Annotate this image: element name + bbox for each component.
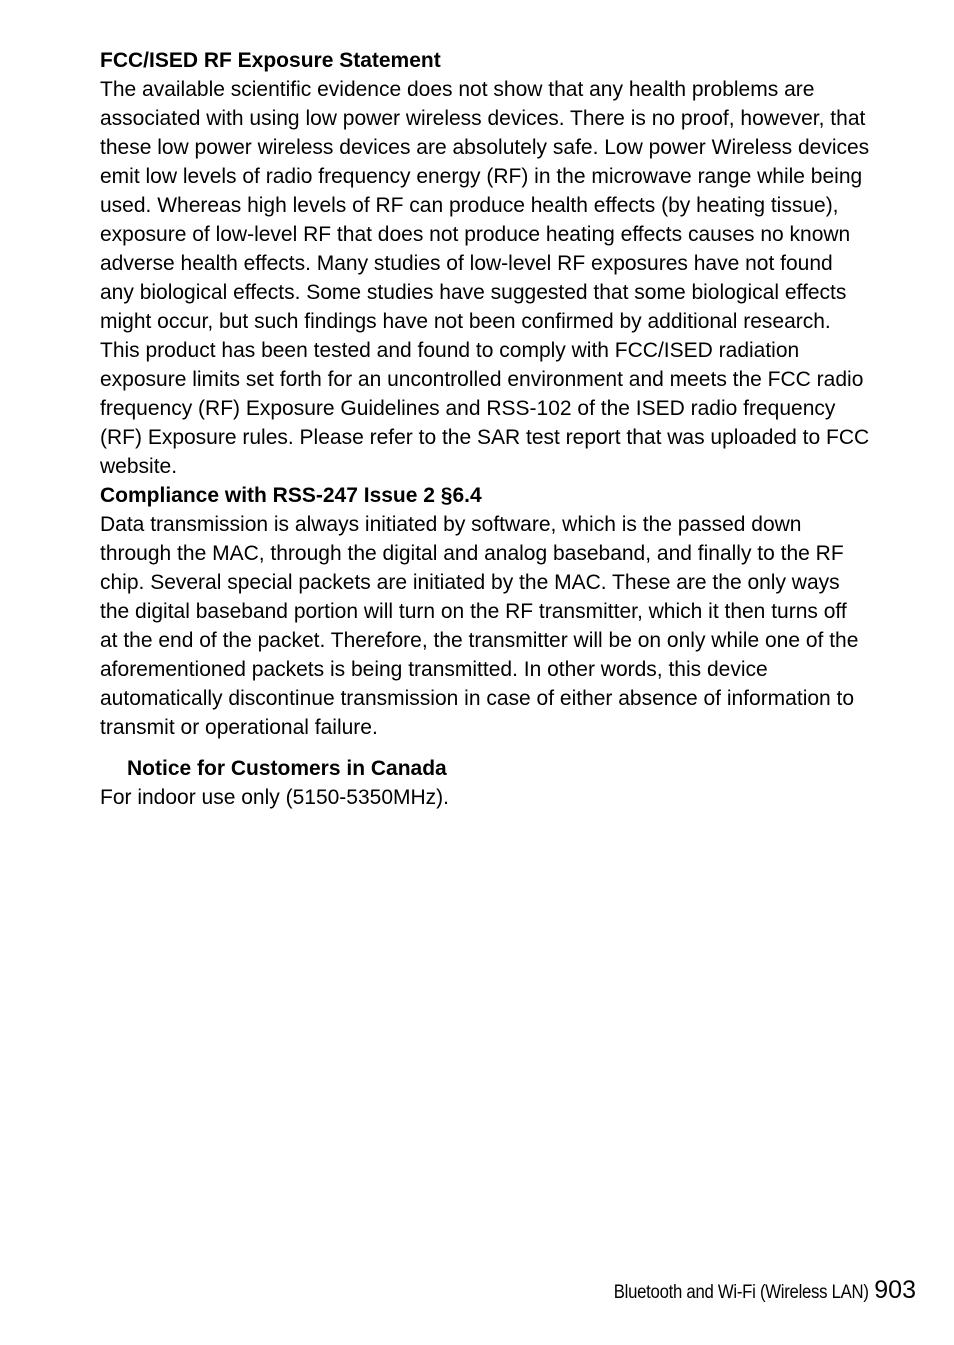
page-number: 903 (874, 1276, 916, 1304)
rss-247-compliance-heading: Compliance with RSS-247 Issue 2 §6.4 (100, 484, 482, 507)
fcc-rf-exposure-heading: FCC/ISED RF Exposure Statement (100, 49, 441, 72)
rss-247-compliance-text: Data transmission is always initiated by software, which is the passed down through the MAC, through the digital and analog baseband, and finally to the RF chip. Several special packets are initiated by the MAC. These are the only ways the digital baseband portion will turn on the RF transmitter, which it then turns off at the end of the packet. Therefore, the transmitter will be on only while one of the aforementioned packets is being transmitted. In other words, this device automatically discontinue transmission in case of either absence of information to transmit or operational failure. (100, 513, 859, 739)
canada-notice-text: For indoor use only (5150-5350MHz). (100, 786, 450, 809)
page-content (100, 46, 870, 812)
canada-notice-heading: Notice for Customers in Canada (127, 757, 447, 780)
footer-section-title: Bluetooth and Wi-Fi (Wireless LAN) (613, 1282, 869, 1303)
page-footer (579, 1276, 916, 1305)
fcc-rf-exposure-text: The available scientific evidence does not show that any health problems are associated with using low power wireless devices. There is no proof, however, that these low power wireless devices are absolutely safe. Low power Wireless devices emit low levels of radio frequency energy (RF) in the microwave range while being used. Whereas high levels of RF can produce health effects (by heating tissue), exposure of low-level RF that does not produce heating effects causes no known adverse health effects. Many studies of low-level RF exposures have not found any biological effects. Some studies have suggested that some biological effects might occur, but such findings have not been confirmed by additional research. This product has been tested and found to comply with FCC/ISED radiation exposure limits set forth for an uncontrolled environment and meets the FCC radio frequency (RF) Exposure Guidelines and RSS-102 of the ISED radio frequency (RF) Exposure rules. Please refer to the SAR test report that was uploaded to FCC website. (100, 78, 870, 478)
